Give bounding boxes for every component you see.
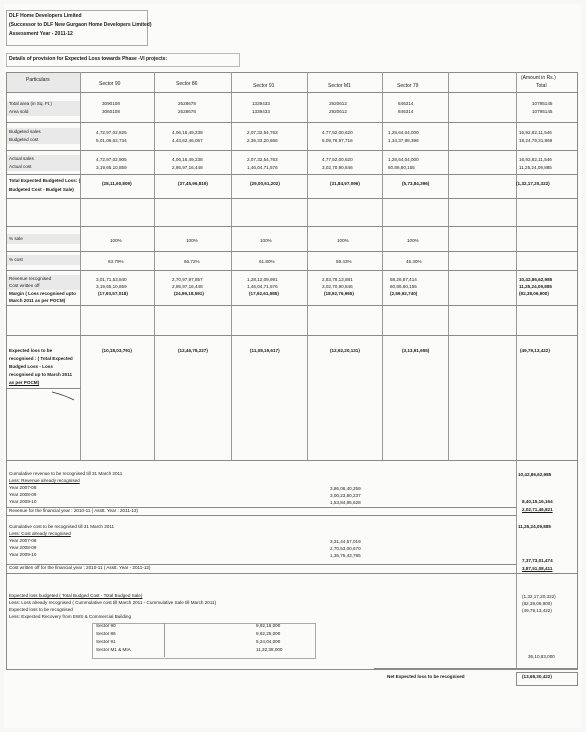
year-label: Year 2009-10 <box>9 499 37 504</box>
cell: 4,77,52,00,620 <box>322 130 353 135</box>
revenue-result-label: Revenue for the financial year : 2010-11 ( Asstt. Year : 2011-12) <box>9 508 139 513</box>
cell: 4,77,52,00,620 <box>322 157 353 162</box>
cell: 18,24,79,31,869 <box>519 138 553 143</box>
cell: 2920612 <box>329 109 347 114</box>
cell: 4,72,97,02,905 <box>96 157 127 162</box>
cell: 1,53,84,95,628 <box>330 500 361 505</box>
amount-in-rs: (Amount in Rs.) <box>521 75 556 81</box>
cell: 2,02,71,46,821 <box>522 507 553 512</box>
cell: 1,46,04,71,576 <box>247 165 278 170</box>
cost-result-label: Cost written off for the financial year : 2010-11 ( Asstt. Year - 2011-12) <box>9 565 151 570</box>
label-expected-loss-5: as per POCM) <box>9 380 40 385</box>
cell: (10,18,03,791) <box>102 348 132 353</box>
cell: 3,86,06,40,259 <box>330 486 361 491</box>
cell: 9,62,25,000 <box>256 631 281 636</box>
col-sector-90: Sector 90 <box>99 81 121 87</box>
recovery-label: Sector 91 <box>96 639 116 644</box>
cell: 16,92,82,11,546 <box>519 130 552 135</box>
cell: 846314 <box>398 109 414 114</box>
year-label: Year 2007-08 <box>9 485 37 490</box>
col-total: Total <box>536 83 547 89</box>
cell: (49,79,13,422) <box>520 348 550 353</box>
cell: 1,28,12,09,991 <box>247 277 278 282</box>
cell: 10,42,86,62,985 <box>518 472 552 477</box>
label-budgeted-sales: Budgeted sales <box>9 129 41 134</box>
col-sector-86: Sector 86 <box>176 81 198 87</box>
label-total-area: Total area (in Sq. Ft.) <box>9 101 52 106</box>
cell: 4,72,97,02,825 <box>96 130 127 135</box>
cell: 60,86,60,155 <box>388 165 415 170</box>
cell: (49,79,13,422) <box>522 608 552 613</box>
final-line-2: Less: Loss already recognised ( Cummulative cost till March 2011 - Cummulative Sale till March 2011) <box>9 600 217 605</box>
cell: 1339433 <box>252 101 270 106</box>
net-expected-loss-label: Net Expected loss to be recognised <box>387 674 465 679</box>
cell: (5,73,84,396) <box>402 181 430 186</box>
label-total-expected-loss: Total Expected Budgeted Loss: ( <box>9 178 81 183</box>
cell: 11,25,24,09,885 <box>519 284 552 289</box>
details-title: Details of provision for Expected Loss towards Phase -VI projects: <box>9 56 168 62</box>
cell: 2,07,32,54,763 <box>247 130 278 135</box>
cell: 1,28,64,04,000 <box>388 157 419 162</box>
col-sector-91: Sector 91 <box>253 83 275 89</box>
cell: 3,87,51,08,411 <box>522 566 553 571</box>
recovery-label: Sector M1 & MIA <box>96 647 131 652</box>
cell: (12,92,20,131) <box>330 348 360 353</box>
label-revenue-recognised: Revenue recognised <box>9 276 52 281</box>
label-expected-loss-4: recognised up to March 2011 <box>9 372 73 377</box>
cell: (17,93,57,018) <box>98 291 128 296</box>
label-budgeted-cost: Budgeted cost <box>9 137 39 142</box>
cell: 3,01,71,53,840 <box>96 277 127 282</box>
cell: 3,19,65,10,859 <box>96 165 127 170</box>
label-cost-written-off: Cost written off <box>9 283 40 288</box>
label-area-sold: Area sold <box>9 109 29 114</box>
cell: (3,13,91,655) <box>402 348 430 353</box>
cell: 9,92,16,000 <box>256 623 281 628</box>
final-line-3: Expected loss to be recognised <box>9 607 73 612</box>
cell: 2628678 <box>178 109 196 114</box>
label-actual-sales: Actual sales <box>9 156 34 161</box>
cell: 100% <box>186 238 198 243</box>
year-label: Year 2007-08 <box>9 538 37 543</box>
cell: 3090108 <box>102 101 120 106</box>
cell: 3060108 <box>102 109 120 114</box>
cell: 60,86,60,155 <box>390 284 417 289</box>
year-label: Year 2008-09 <box>9 492 37 497</box>
document-page <box>4 4 582 728</box>
label-pct-sale: % sale <box>9 236 23 241</box>
cell: 2628678 <box>178 101 196 106</box>
cell: 11,25,24,09,885 <box>518 524 551 529</box>
cell: (18,92,76,965) <box>324 291 354 296</box>
cell: 66.72% <box>184 259 200 264</box>
cell: (82,38,06,900) <box>522 601 552 606</box>
cell: (2,59,92,740) <box>390 291 418 296</box>
cell: 4,06,16,49,238 <box>172 157 203 162</box>
recovery-label: Sector 86 <box>96 631 116 636</box>
cell: 1,35,75,43,785 <box>330 553 361 558</box>
cell: (29,00,61,202) <box>250 181 280 186</box>
cell: 1,34,37,88,396 <box>388 138 419 143</box>
cell: 100% <box>407 238 419 243</box>
cell: 10795145 <box>532 101 553 106</box>
label-expected-loss-2: recognised : ( Total Expected <box>9 356 73 361</box>
cell: 8,40,15,16,164 <box>522 499 553 504</box>
cell: 7,37,73,01,474 <box>522 558 553 563</box>
cell: 100% <box>260 238 272 243</box>
cell: 2,70,97,97,857 <box>172 277 203 282</box>
cell: 2920612 <box>329 101 347 106</box>
cell: 2,36,33,20,866 <box>247 138 278 143</box>
cell: (24,99,18,591) <box>174 291 204 296</box>
label-pct-cost: % cost <box>9 257 23 262</box>
cell: 5,01,06,63,734 <box>96 138 127 143</box>
cell: (1,32,17,20,322) <box>522 594 556 599</box>
cell: (11,08,19,617) <box>250 348 280 353</box>
cell: (28,11,60,809) <box>102 181 132 186</box>
cell: 10795145 <box>532 109 553 114</box>
year-label: Year 2008-09 <box>9 545 37 550</box>
recovery-label: Sector 90 <box>96 623 116 628</box>
cell: 5,24,04,000 <box>256 639 281 644</box>
label-total-expected-loss-2: Budgeted Cost - Budget Sale) <box>9 187 74 192</box>
revenue-block-title: Cumulative revenue to be recognised till 31 March 2011 <box>9 471 123 476</box>
cell: 11,32,38,000 <box>256 647 283 652</box>
cell: 3,00,23,80,237 <box>330 493 361 498</box>
final-line-1: Expected loss budgeted ( Total Budged Cost - Total Budged Sale) <box>9 593 143 598</box>
label-expected-loss: Expected loss to be <box>9 348 53 353</box>
cell: 2,70,53,00,670 <box>330 546 361 551</box>
cell: 63.79% <box>108 259 124 264</box>
cell: 4,06,16,49,238 <box>172 130 203 135</box>
cell: 3,02,70,90,846 <box>322 284 353 289</box>
cell: 100% <box>110 238 122 243</box>
cell: 2,95,97,16,448 <box>172 284 203 289</box>
cell: 16,92,82,11,546 <box>519 157 552 162</box>
cell: 3,31,44,57,019 <box>330 539 361 544</box>
cost-less-label: Less: Cost already recognised <box>9 531 71 536</box>
cell: (37,45,96,819) <box>178 181 208 186</box>
cell: (17,92,61,585) <box>249 291 279 296</box>
final-line-4: Less: Expected Recovery from EWS & Commercial Building <box>9 614 132 619</box>
assessment-year: Assessment Year - 2011-12 <box>9 31 73 37</box>
net-expected-loss-value: (13,68,30,422) <box>522 674 552 679</box>
label-actual-cost: Actual cost <box>9 164 32 169</box>
cell: 45.30% <box>406 259 422 264</box>
col-particulars: Particulars <box>26 77 50 83</box>
revenue-less-label: Less: Revenue already recognised <box>9 478 80 483</box>
company-name: DLF Home Developers Limited <box>9 13 82 19</box>
cell: 1339433 <box>252 109 270 114</box>
pen-marks <box>4 4 582 728</box>
cell: 1,28,64,04,000 <box>388 130 419 135</box>
label-expected-loss-3: Budged Loss - Loss <box>9 364 53 369</box>
cell: 3,19,65,10,859 <box>96 284 127 289</box>
cell: (31,84,97,096) <box>330 181 360 186</box>
company-successor: (Successor to DLF New Gurgaon Home Developers Limited) <box>9 22 152 28</box>
cell: 1,46,04,71,576 <box>247 284 278 289</box>
cell: 61.80% <box>259 259 275 264</box>
cell: (1,32,17,20,322) <box>516 181 550 186</box>
cell: 5,09,76,97,716 <box>322 138 353 143</box>
year-label: Year 2009-10 <box>9 552 37 557</box>
cell: 59.43% <box>336 259 352 264</box>
cell: 10,42,86,62,985 <box>519 277 553 282</box>
label-margin: Margin ( Loss recognised upto <box>9 291 76 296</box>
cell: 58,26,87,414 <box>390 277 417 282</box>
cell: 11,25,24,09,885 <box>519 165 552 170</box>
cell: 2,07,32,54,763 <box>247 157 278 162</box>
col-sector-m1: Sector M1 <box>328 83 351 89</box>
cell: 846314 <box>398 101 414 106</box>
cell: 2,83,78,13,881 <box>322 277 353 282</box>
cell: 36,10,83,000 <box>528 654 555 659</box>
label-margin-2: March 2011 as per POCM) <box>9 298 66 303</box>
cell: 4,43,62,46,057 <box>172 138 203 143</box>
cell: 3,02,70,90,846 <box>322 165 353 170</box>
cell: 2,95,97,16,448 <box>172 165 203 170</box>
cell: 100% <box>337 238 349 243</box>
cell: (12,46,78,227) <box>178 348 208 353</box>
cell: (82,38,06,900) <box>519 291 549 296</box>
cost-block-title: Cumulative cost to be recognised till 31 March 2011 <box>9 524 115 529</box>
col-sector-79: Sector 79 <box>397 83 419 89</box>
